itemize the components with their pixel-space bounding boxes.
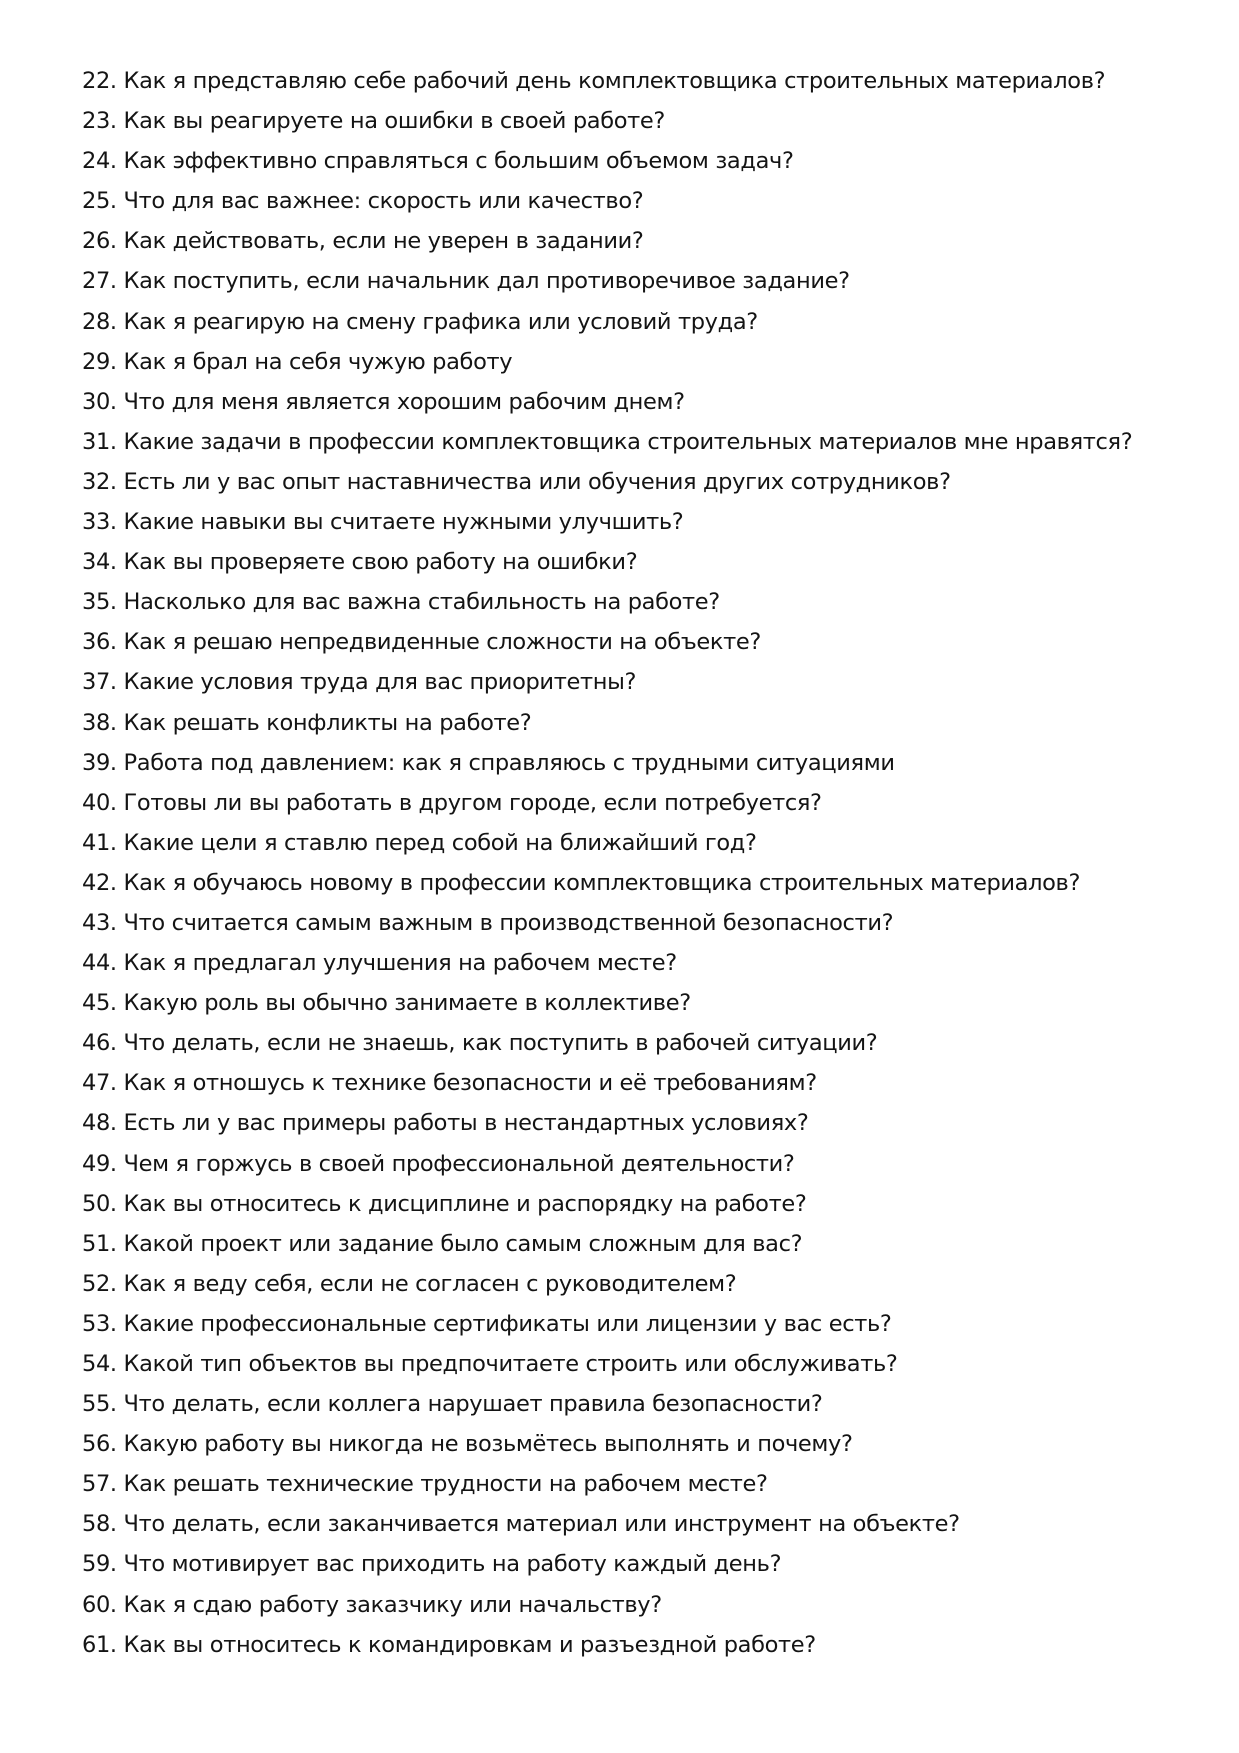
- question-item: [82, 1424, 1182, 1464]
- question-item: [82, 1144, 1182, 1184]
- question-item: [82, 1224, 1182, 1264]
- question-number: 41.: [82, 829, 117, 856]
- question-text: Как поступить, если начальник дал противоречивое задание?: [123, 268, 850, 295]
- question-number: 57.: [82, 1471, 117, 1498]
- question-number: 31.: [82, 428, 117, 455]
- question-number: 24.: [82, 148, 117, 175]
- question-number: 38.: [82, 709, 117, 736]
- question-text: Какой проект или задание было самым сложным для вас?: [123, 1230, 803, 1257]
- question-item: [82, 622, 1182, 662]
- question-text: Как я обучаюсь новому в профессии комплектовщика строительных материалов?: [123, 869, 1081, 896]
- question-item: [82, 141, 1182, 181]
- question-number: 48.: [82, 1110, 117, 1137]
- question-number: 26.: [82, 228, 117, 255]
- question-text: Какой тип объектов вы предпочитаете строить или обслуживать?: [123, 1351, 898, 1377]
- question-item: [82, 903, 1182, 943]
- question-number: 58.: [82, 1511, 117, 1538]
- question-number: 61.: [82, 1631, 117, 1658]
- question-number: 22.: [82, 68, 117, 94]
- question-number: 44.: [82, 950, 117, 977]
- question-text: Какие навыки вы считаете нужными улучшить?: [123, 509, 684, 536]
- question-text: Какие цели я ставлю перед собой на ближайший год?: [123, 829, 757, 856]
- question-number: 53.: [82, 1310, 117, 1337]
- question-text: Как вы реагируете на ошибки в своей работе?: [123, 108, 665, 135]
- question-item: [82, 1464, 1182, 1504]
- question-number: 42.: [82, 869, 117, 896]
- question-number: 33.: [82, 509, 117, 536]
- question-text: Как решать конфликты на работе?: [123, 709, 532, 736]
- question-list: [82, 61, 1182, 1665]
- question-text: Что делать, если не знаешь, как поступить в рабочей ситуации?: [123, 1030, 878, 1057]
- question-number: 46.: [82, 1030, 117, 1057]
- question-text: Как я предлагал улучшения на рабочем месте?: [123, 950, 677, 977]
- question-item: [82, 743, 1182, 783]
- question-item: [82, 101, 1182, 141]
- question-text: Что делать, если коллега нарушает правила безопасности?: [123, 1391, 823, 1418]
- question-text: Есть ли у вас опыт наставничества или обучения других сотрудников?: [123, 468, 951, 495]
- question-text: Как вы проверяете свою работу на ошибки?: [123, 549, 638, 576]
- question-number: 52.: [82, 1270, 117, 1297]
- question-item: [82, 1585, 1182, 1625]
- question-number: 36.: [82, 629, 117, 656]
- question-text: Готовы ли вы работать в другом городе, если потребуется?: [123, 789, 822, 816]
- question-number: 47.: [82, 1070, 117, 1097]
- question-item: [82, 61, 1182, 101]
- question-text: Какую роль вы обычно занимаете в коллективе?: [123, 990, 691, 1017]
- question-text: Как я брал на себя чужую работу: [123, 348, 513, 375]
- question-text: Как решать технические трудности на рабочем месте?: [123, 1471, 768, 1498]
- question-item: [82, 1304, 1182, 1344]
- question-text: Как вы относитесь к дисциплине и распорядку на работе?: [123, 1190, 807, 1217]
- question-number: 39.: [82, 749, 117, 776]
- question-item: [82, 1063, 1182, 1103]
- question-text: Как эффективно справляться с большим объемом задач?: [123, 148, 794, 175]
- question-text: Как я отношусь к технике безопасности и её требованиям?: [123, 1070, 817, 1097]
- question-number: 29.: [82, 348, 117, 375]
- question-text: Как действовать, если не уверен в задании?: [123, 228, 644, 255]
- question-number: 32.: [82, 468, 117, 495]
- question-text: Какие профессиональные сертификаты или лицензии у вас есть?: [123, 1310, 892, 1337]
- question-item: [82, 1184, 1182, 1224]
- question-number: 45.: [82, 990, 117, 1017]
- question-item: [82, 422, 1182, 462]
- question-item: [82, 1264, 1182, 1304]
- question-text: Какие задачи в профессии комплектовщика строительных материалов мне нравятся?: [123, 428, 1133, 455]
- question-item: [82, 943, 1182, 983]
- question-number: 27.: [82, 268, 117, 295]
- question-text: Какую работу вы никогда не возьмётесь выполнять и почему?: [123, 1431, 853, 1458]
- question-text: Как я веду себя, если не согласен с руководителем?: [123, 1270, 737, 1297]
- question-text: Что считается самым важным в производственной безопасности?: [123, 909, 894, 936]
- question-text: Какие условия труда для вас приоритетны?: [123, 669, 637, 696]
- question-number: 50.: [82, 1190, 117, 1217]
- question-text: Насколько для вас важна стабильность на работе?: [123, 589, 720, 616]
- question-item: [82, 542, 1182, 582]
- question-number: 55.: [82, 1391, 117, 1418]
- question-text: Работа под давлением: как я справляюсь с трудными ситуациями: [123, 749, 895, 776]
- question-number: 35.: [82, 589, 117, 616]
- question-item: [82, 863, 1182, 903]
- question-number: 34.: [82, 549, 117, 576]
- question-item: [82, 823, 1182, 863]
- question-text: Что мотивирует вас приходить на работу каждый день?: [123, 1551, 782, 1578]
- question-item: [82, 1504, 1182, 1544]
- question-item: [82, 1625, 1182, 1665]
- question-item: [82, 1103, 1182, 1143]
- question-text: Есть ли у вас примеры работы в нестандартных условиях?: [123, 1110, 809, 1137]
- question-item: [82, 181, 1182, 221]
- question-text: Чем я горжусь в своей профессиональной деятельности?: [123, 1150, 795, 1177]
- question-number: 37.: [82, 669, 117, 696]
- question-text: Что для вас важнее: скорость или качество?: [123, 188, 644, 215]
- question-number: 56.: [82, 1431, 117, 1458]
- question-number: 43.: [82, 909, 117, 936]
- question-text: Как вы относитесь к командировкам и разъездной работе?: [123, 1631, 816, 1658]
- question-item: [82, 703, 1182, 743]
- question-text: Как я решаю непредвиденные сложности на объекте?: [123, 629, 761, 656]
- question-item: [82, 783, 1182, 823]
- question-item: [82, 582, 1182, 622]
- question-text: Как я сдаю работу заказчику или начальству?: [123, 1591, 662, 1618]
- question-item: [82, 382, 1182, 422]
- question-item: [82, 302, 1182, 342]
- question-item: [82, 342, 1182, 382]
- question-number: 23.: [82, 108, 117, 135]
- question-item: [82, 662, 1182, 702]
- question-item: [82, 221, 1182, 261]
- question-text: Что делать, если заканчивается материал или инструмент на объекте?: [123, 1511, 960, 1538]
- question-item: [82, 1544, 1182, 1584]
- question-item: [82, 462, 1182, 502]
- question-number: 54.: [82, 1351, 117, 1377]
- question-number: 28.: [82, 308, 117, 335]
- question-number: 40.: [82, 789, 117, 816]
- question-number: 25.: [82, 188, 117, 215]
- question-item: [82, 983, 1182, 1023]
- question-item: [82, 1023, 1182, 1063]
- question-item: [82, 1344, 1182, 1384]
- question-number: 51.: [82, 1230, 117, 1257]
- question-number: 60.: [82, 1591, 117, 1618]
- question-text: Что для меня является хорошим рабочим днем?: [123, 388, 685, 415]
- question-item: [82, 1384, 1182, 1424]
- question-item: [82, 502, 1182, 542]
- question-text: Как я реагирую на смену графика или условий труда?: [123, 308, 758, 335]
- question-text: Как я представляю себе рабочий день комплектовщика строительных материалов?: [123, 68, 1106, 94]
- question-number: 49.: [82, 1150, 117, 1177]
- question-item: [82, 261, 1182, 301]
- question-number: 30.: [82, 388, 117, 415]
- question-number: 59.: [82, 1551, 117, 1578]
